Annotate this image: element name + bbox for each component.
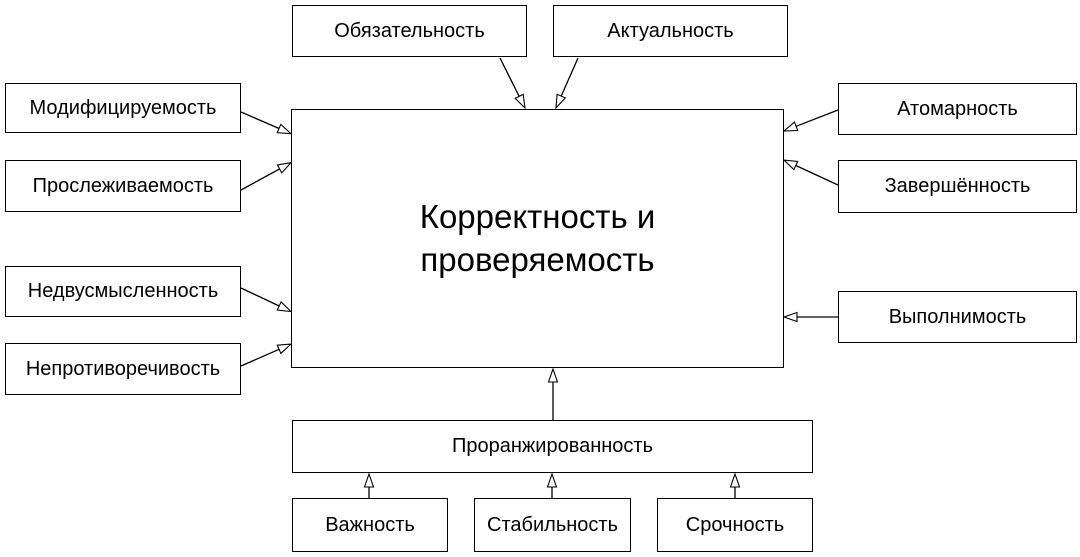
node-unambiguity bbox=[5, 266, 241, 317]
node-atomicity bbox=[838, 83, 1077, 135]
node-urgency-label: Срочность bbox=[685, 513, 785, 536]
arrow-completeness-to-central bbox=[796, 166, 838, 186]
arrow-modifiability-to-central bbox=[241, 112, 279, 129]
node-ranked bbox=[292, 420, 813, 473]
node-stability-label: Стабильность bbox=[487, 513, 618, 536]
node-importance bbox=[292, 498, 448, 552]
arrow-obligatory-to-central bbox=[500, 58, 519, 96]
node-unambiguity-label: Недвусмысленность bbox=[27, 280, 219, 302]
arrow-atomicity-to-central bbox=[796, 110, 838, 126]
node-modifiability bbox=[5, 83, 241, 133]
node-obligatory bbox=[292, 5, 527, 57]
node-modifiability-label: Модифицируемость bbox=[29, 96, 217, 119]
node-consistency bbox=[5, 343, 241, 395]
node-completeness-label: Завершённость bbox=[884, 175, 1031, 197]
arrow-unambiguity-to-central bbox=[241, 288, 279, 306]
node-feasibility bbox=[838, 291, 1077, 343]
arrow-traceability-to-central bbox=[241, 169, 280, 190]
node-feasibility-label: Выполнимость bbox=[888, 305, 1027, 328]
node-ranked-label: Проранжированность bbox=[451, 435, 654, 457]
node-traceability bbox=[5, 160, 241, 212]
node-importance-label: Важность bbox=[325, 513, 415, 536]
node-atomicity-label: Атомарность bbox=[897, 97, 1018, 120]
node-central-label: Корректность и проверяемость bbox=[419, 198, 656, 278]
arrow-actuality-to-central bbox=[561, 58, 578, 96]
node-obligatory-label: Обязательность bbox=[334, 19, 485, 42]
arrow-consistency-to-central bbox=[241, 349, 279, 366]
node-stability bbox=[474, 498, 631, 552]
node-central bbox=[291, 109, 784, 368]
node-completeness bbox=[838, 160, 1077, 213]
node-urgency bbox=[657, 498, 813, 552]
node-actuality-label: Актуальность bbox=[607, 19, 734, 42]
node-traceability-label: Прослеживаемость bbox=[32, 174, 214, 197]
node-actuality bbox=[553, 5, 788, 57]
node-consistency-label: Непротиворечивость bbox=[25, 357, 221, 380]
